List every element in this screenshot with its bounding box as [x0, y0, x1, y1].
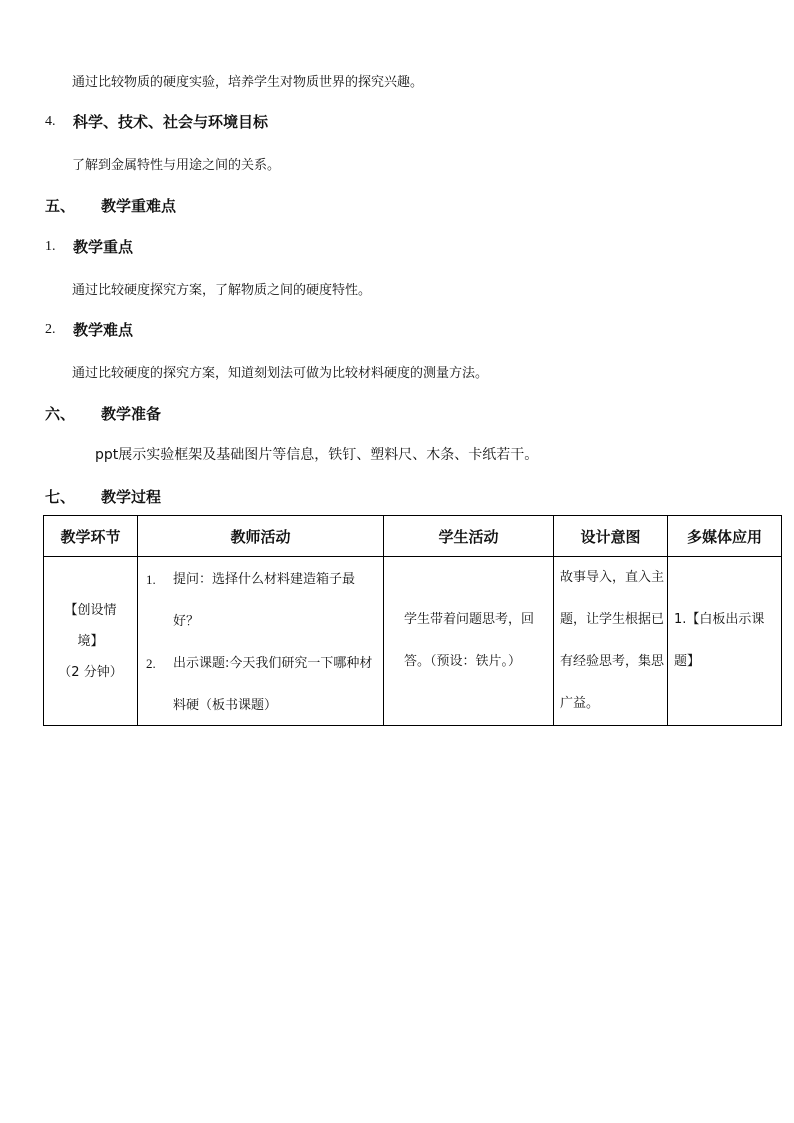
design-intent-text: 故事导入，直入主题，让学生根据已有经验思考，集思广益。 [560, 570, 665, 711]
cell-stage [44, 557, 138, 726]
stage-line-1: 【创设情 [64, 602, 117, 618]
heading-4-number: 4. [45, 114, 56, 129]
table-row [44, 557, 782, 726]
paragraph-metal-properties: 了解到金属特性与用途之间的关系。 [72, 158, 281, 173]
paragraph-preparation: ppt展示实验框架及基础图片等信息，铁钉、塑料尺、木条、卡纸若干。 [95, 447, 539, 463]
heading-difficult-point: 教学难点 [73, 321, 134, 339]
heading-sts-goal: 科学、技术、社会与环境目标 [73, 113, 269, 131]
teacher-item-1-number: 1. [146, 571, 156, 587]
teacher-item-1-text: 提问：选择什么材料建造箱子最好？ [173, 571, 356, 629]
cell-multimedia [668, 557, 782, 726]
table-header-row [44, 516, 782, 557]
heading-2-number: 2. [45, 322, 56, 337]
stage-line-2: 境】 [77, 633, 104, 649]
paragraph-difficult-point: 通过比较硬度的探究方案，知道刻划法可做为比较材料硬度的测量方法。 [72, 366, 489, 381]
header-multimedia: 多媒体应用 [668, 516, 782, 557]
multimedia-text: 1.【白板出示课题】 [674, 612, 765, 669]
cell-student-activity [384, 557, 554, 726]
teacher-item-2-text: 出示课题:今天我们研究一下哪种材料硬（板书课题） [173, 655, 373, 713]
heading-key-point: 教学重点 [73, 238, 134, 256]
section-key-difficult-points: 教学重难点 [101, 197, 177, 215]
paragraph-interest: 通过比较物质的硬度实验，培养学生对物质世界的探究兴趣。 [72, 75, 424, 90]
teaching-process-table [43, 515, 782, 726]
section-7-number: 七、 [45, 488, 76, 506]
section-teaching-process: 教学过程 [101, 488, 162, 506]
stage-line-3: （2 分钟） [58, 664, 123, 680]
cell-teacher-activity [138, 557, 384, 726]
heading-1-number: 1. [45, 239, 56, 254]
paragraph-key-point: 通过比较硬度探究方案，了解物质之间的硬度特性。 [72, 283, 372, 298]
section-5-number: 五、 [45, 197, 76, 215]
teacher-item-2-number: 2. [146, 655, 156, 671]
section-6-number: 六、 [45, 405, 76, 423]
header-teacher-activity: 教师活动 [138, 516, 384, 557]
header-student-activity: 学生活动 [384, 516, 554, 557]
section-preparation: 教学准备 [101, 405, 162, 423]
header-stage: 教学环节 [44, 516, 138, 557]
header-design-intent: 设计意图 [554, 516, 668, 557]
cell-design-intent [554, 557, 668, 726]
student-activity-text: 学生带着问题思考，回答。（预设：铁片。） [404, 612, 535, 669]
